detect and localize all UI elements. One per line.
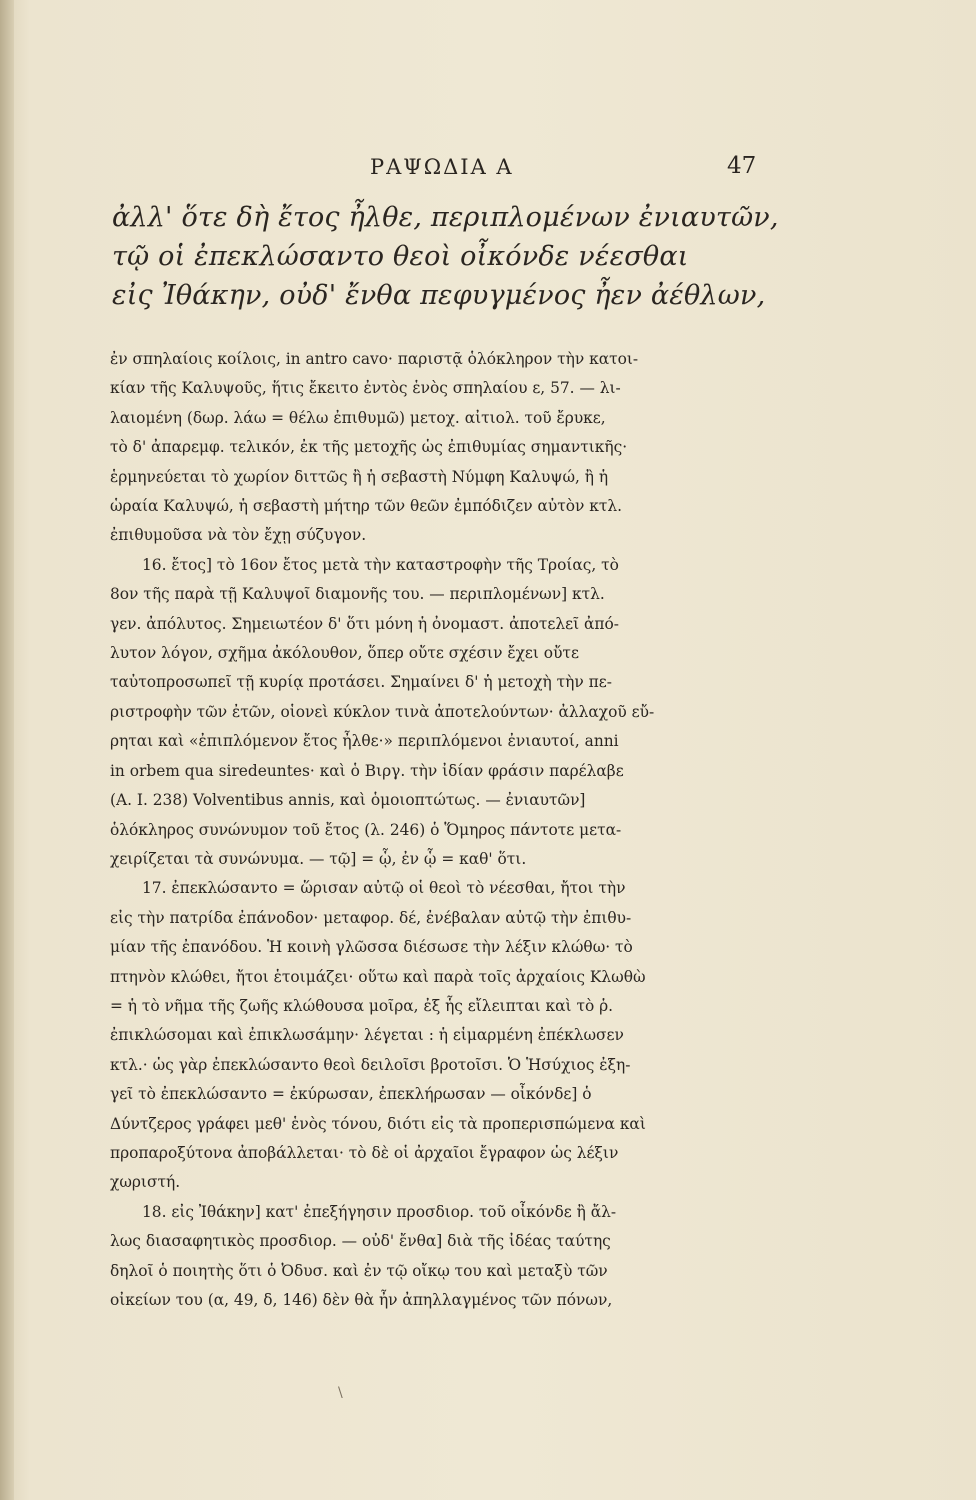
commentary-line: δηλοῖ ὁ ποιητὴς ὅτι ὁ Ὀδυσ. καὶ ἐν τῷ οἴκῳ του καὶ μεταξὺ τῶν xyxy=(110,1261,608,1280)
commentary-line: (Α. Ι. 238) Volventibus annis, καὶ ὁμοιοπτώτως. — ἐνιαυτῶν] xyxy=(110,791,586,810)
commentary-line: χωριστή. xyxy=(110,1173,181,1192)
stray-mark: \ xyxy=(338,1385,343,1401)
running-title: ΡΑΨΩΔΙΑ Α xyxy=(370,155,514,179)
commentary-line: λυτον λόγον, σχῆμα ἀκόλουθον, ὅπερ οὔτε σχέσιν ἔχει οὔτε xyxy=(110,644,579,663)
verse-line: τῷ οἱ ἐπεκλώσαντο θεοὶ οἶκόνδε νέεσθαι xyxy=(112,241,689,272)
commentary-line: οἰκείων του (α, 49, δ, 146) δὲν θὰ ἦν ἀπηλλαγμένος τῶν πόνων, xyxy=(110,1291,613,1309)
commentary-line: μίαν τῆς ἐπανόδου. Ἡ κοινὴ γλῶσσα διέσωσε τὴν λέξιν κλώθω· τὸ xyxy=(110,938,633,957)
commentary-line: γεν. ἀπόλυτος. Σημειωτέον δ' ὅτι μόνη ἡ ὀνομαστ. ἀποτελεῖ ἀπό- xyxy=(110,614,619,633)
commentary-line: τὸ δ' ἀπαρεμφ. τελικόν, ἐκ τῆς μετοχῆς ὡς ἐπιθυμίας σημαντικῆς· xyxy=(110,438,628,457)
commentary-line: κίαν τῆς Καλυψοῦς, ἥτις ἔκειτο ἐντὸς ἑνὸς σπηλαίου ε, 57. — λι- xyxy=(110,379,621,398)
commentary-line: ἐπικλώσομαι καὶ ἐπικλωσάμην· λέγεται : ἡ εἱμαρμένη ἐπέκλωσεν xyxy=(110,1026,624,1045)
commentary-line: λαιομένη (δωρ. λάω = θέλω ἐπιθυμῶ) μετοχ. αἰτιολ. τοῦ ἔρυκε, xyxy=(110,408,606,427)
commentary-line: ρηται καὶ «ἐπιπλόμενον ἔτος ἦλθε·» περιπλόμενοι ἐνιαυτοί, anni xyxy=(110,732,619,751)
commentary-line: ὁλόκληρος συνώνυμον τοῦ ἔτος (λ. 246) ὁ Ὅμηρος πάντοτε μετα- xyxy=(110,820,622,839)
commentary-line: = ἡ τὸ νῆμα τῆς ζωῆς κλώθουσα μοῖρα, ἐξ ἧς εἴλειπται καὶ τὸ ῥ. xyxy=(110,996,614,1015)
page-spine-shadow xyxy=(0,0,14,1500)
commentary-line: Δύντζερος γράφει μεθ' ἑνὸς τόνου, διότι εἰς τὰ προπερισπώμενα καὶ xyxy=(110,1114,646,1133)
commentary-line: προπαροξύτονα ἀποβάλλεται· τὸ δὲ οἱ ἀρχαῖοι ἔγραφον ὡς λέξιν xyxy=(110,1143,619,1162)
page-number: 47 xyxy=(727,153,757,179)
commentary-line: in orbem qua siredeuntes· καὶ ὁ Βιργ. τὴν ἰδίαν φράσιν παρέλαβε xyxy=(110,761,624,780)
commentary-line: πτηνὸν κλώθει, ἤτοι ἑτοιμάζει· οὕτω καὶ παρὰ τοῖς ἀρχαίοις Κλωθὼ xyxy=(110,967,646,986)
commentary-line: 17. ἐπεκλώσαντο = ὥρισαν αὐτῷ οἱ θεοὶ τὸ νέεσθαι, ἤτοι τὴν xyxy=(142,879,626,898)
commentary-line: 16. ἔτος] τὸ 16ον ἔτος μετὰ τὴν καταστροφὴν τῆς Τροίας, τὸ xyxy=(142,555,619,574)
commentary-line: ἐν σπηλαίοις κοίλοις, in antro cavo· παριστᾷ ὁλόκληρον τὴν κατοι- xyxy=(110,350,639,368)
commentary-line: 8ον τῆς παρὰ τῇ Καλυψοῖ διαμονῆς του. — περιπλομένων] κτλ. xyxy=(110,585,605,604)
commentary-line: ἐπιθυμοῦσα νὰ τὸν ἔχῃ σύζυγον. xyxy=(110,526,367,545)
verse-line: ἀλλ' ὅτε δὴ ἔτος ἦλθε, περιπλομένων ἐνιαυτῶν, xyxy=(112,202,779,233)
commentary-line: λως διασαφητικὸς προσδιορ. — οὐδ' ἔνθα] διὰ τῆς ἰδέας ταύτης xyxy=(110,1232,611,1251)
commentary-line: γεῖ τὸ ἐπεκλώσαντο = ἐκύρωσαν, ἐπεκλήρωσαν — οἶκόνδε] ὁ xyxy=(110,1085,592,1104)
commentary-line: ταὐτοπροσωπεῖ τῇ κυρίᾳ προτάσει. Σημαίνει δ' ἡ μετοχὴ τὴν πε- xyxy=(110,673,612,692)
commentary-line: εἰς τὴν πατρίδα ἐπάνοδον· μεταφορ. δέ, ἐνέβαλαν αὐτῷ τὴν ἐπιθυ- xyxy=(110,908,632,927)
verse-line: εἰς Ἰθάκην, οὐδ' ἔνθα πεφυγμένος ἦεν ἀέθλων, xyxy=(112,280,766,311)
commentary-block xyxy=(110,345,770,1315)
verse-block xyxy=(112,198,812,315)
commentary-line: ὡραία Καλυψώ, ἡ σεβαστὴ μήτηρ τῶν θεῶν ἐμπόδιζεν αὐτὸν κτλ. xyxy=(110,497,623,516)
commentary-line: κτλ.· ὡς γὰρ ἐπεκλώσαντο θεοὶ δειλοῖσι βροτοῖσι. Ὁ Ἡσύχιος ἐξη- xyxy=(110,1055,631,1074)
commentary-line: ριστροφὴν τῶν ἐτῶν, οἱονεὶ κύκλον τινὰ ἀποτελούντων· ἀλλαχοῦ εὔ- xyxy=(110,702,655,721)
commentary-line: ἑρμηνεύεται τὸ χωρίον διττῶς ἢ ἡ σεβαστὴ Νύμφη Καλυψώ, ἢ ἡ xyxy=(110,467,609,486)
commentary-line: 18. εἰς Ἰθάκην] κατ' ἐπεξήγησιν προσδιορ. τοῦ οἶκόνδε ἢ ἄλ- xyxy=(142,1202,617,1221)
commentary-line: χειρίζεται τὰ συνώνυμα. — τῷ] = ᾧ, ἐν ᾧ = καθ' ὅτι. xyxy=(110,849,527,868)
